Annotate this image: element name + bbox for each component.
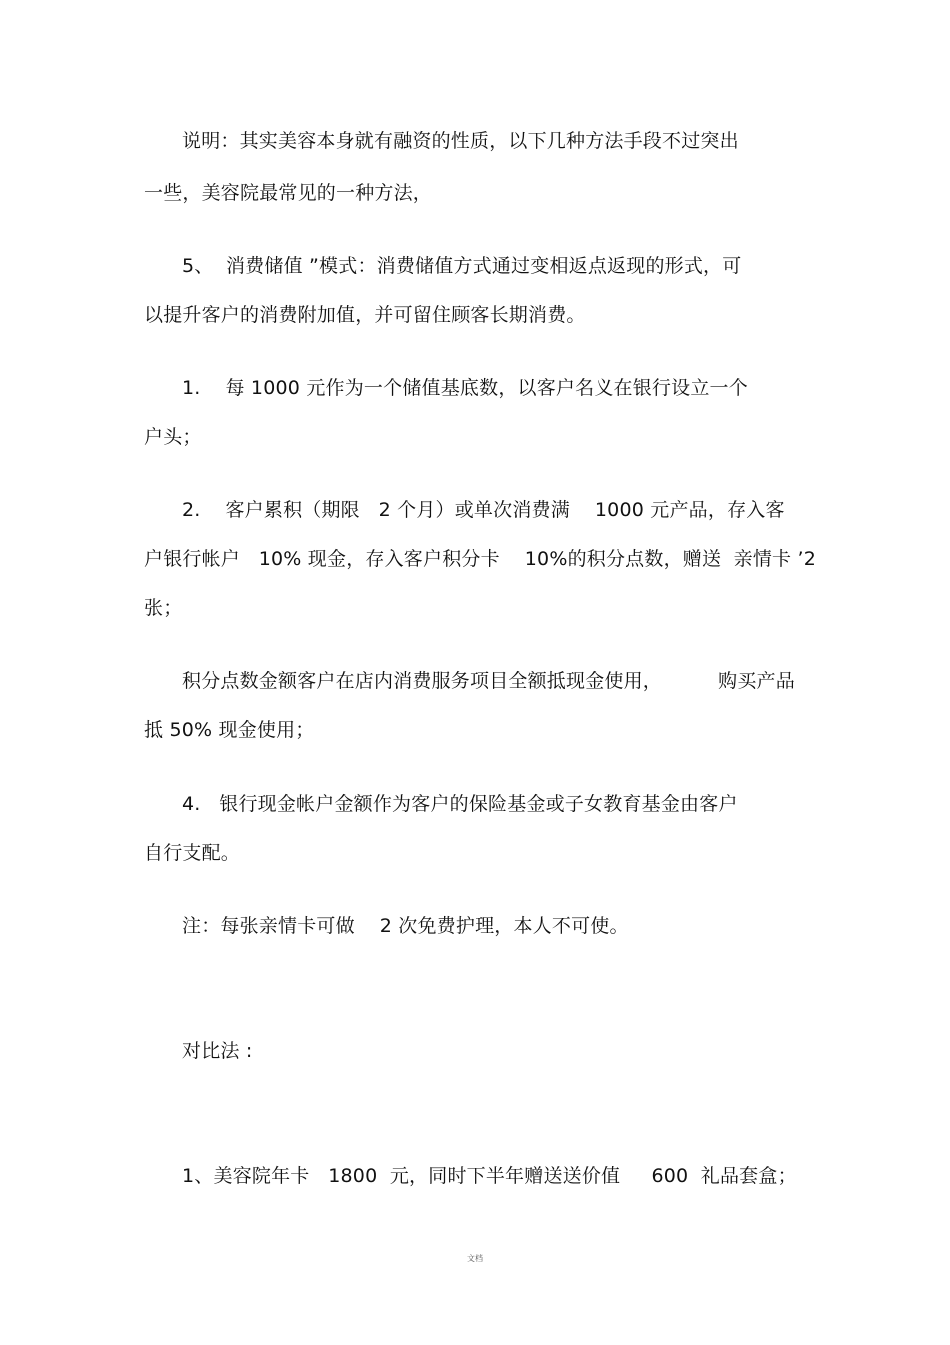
points-line-1: 积分点数金额客户在店内消费服务项目全额抵现金使用， 购买产品 (182, 670, 795, 692)
sub-1-line-2: 户头； (144, 426, 202, 448)
note-line-2: 一些，美容院最常见的一种方法， (144, 182, 433, 204)
sub-2-line-3: 张； (144, 597, 183, 619)
sub-1-line-1: 1. 每 1000 元作为一个储值基底数，以客户名义在银行设立一个 (182, 377, 748, 399)
points-line-2: 抵 50% 现金使用； (144, 719, 315, 741)
note-line-1: 说明：其实美容本身就有融资的性质，以下几种方法手段不过突出 (182, 130, 739, 152)
page-footer: 文档 (467, 1254, 483, 1263)
sub-4-line-1: 4. 银行现金帐户金额作为客户的保险基金或子女教育基金由客户 (182, 793, 738, 815)
item-5-line-2: 以提升客户的消费附加值，并可留住顾客长期消费。 (144, 304, 586, 326)
compare-line-1: 1、美容院年卡 1800 元，同时下半年赠送送价值 600 礼品套盒； (182, 1165, 797, 1187)
item-5-line-1: 5、 消费储值 ”模式：消费储值方式通过变相返点返现的形式，可 (182, 255, 742, 277)
sub-2-line-2: 户银行帐户 10% 现金，存入客户积分卡 10%的积分点数，赠送 亲情卡 ’2 (144, 548, 817, 570)
remark-line: 注：每张亲情卡可做 2 次免费护理，本人不可使。 (182, 915, 629, 937)
sub-4-line-2: 自行支配。 (144, 842, 241, 864)
sub-2-line-1: 2. 客户累积（期限 2 个月）或单次消费满 1000 元产品，存入客 (182, 499, 785, 521)
compare-heading: 对比法 : (182, 1040, 253, 1062)
